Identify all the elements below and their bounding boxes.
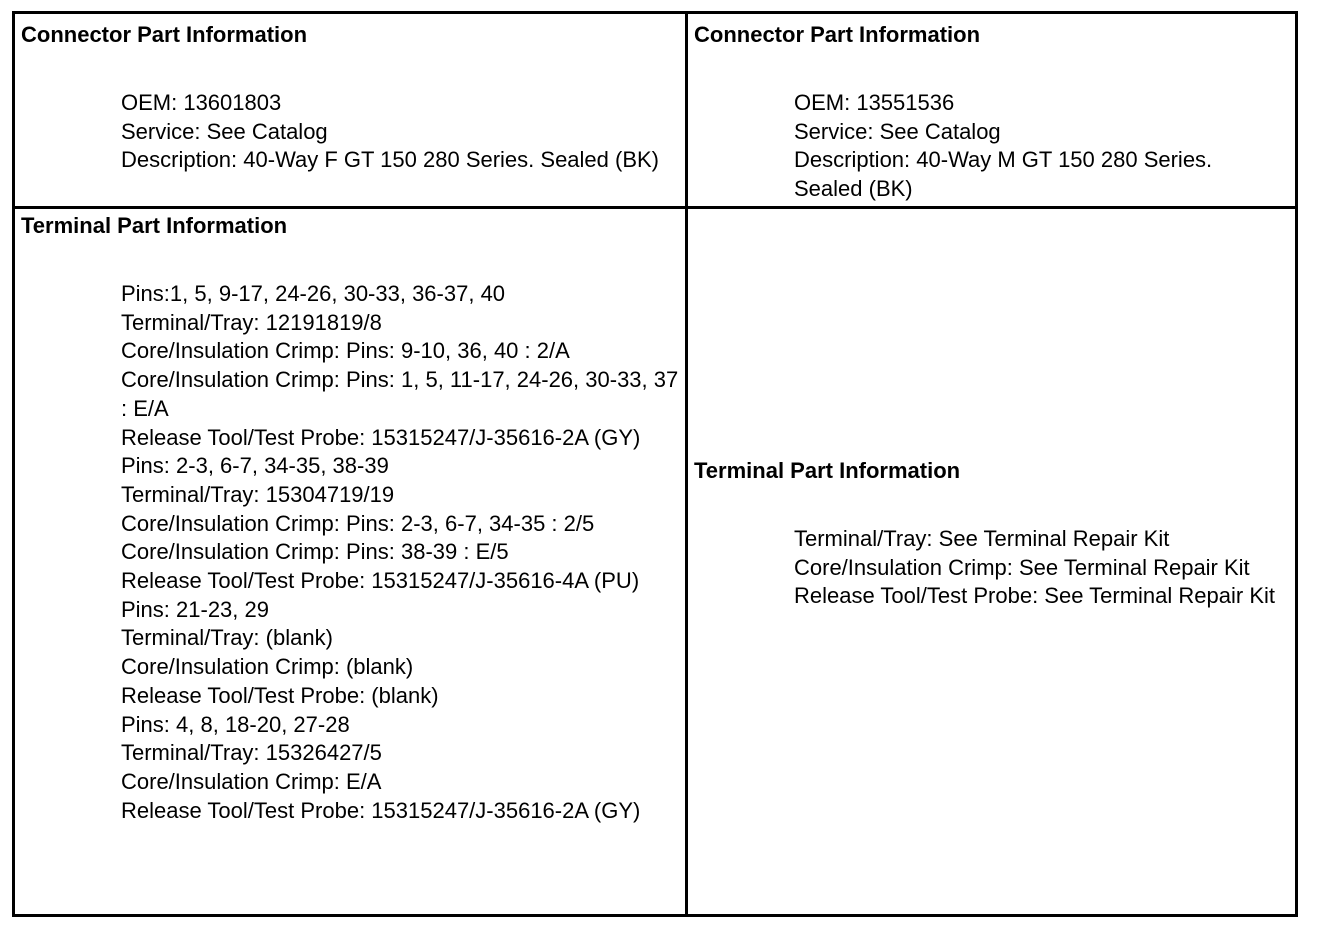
terminal-left-line: Core/Insulation Crimp: Pins: 1, 5, 11-17, 24-26, 30-33, 37 : E/A [121,367,679,421]
connector-left-line: Service: See Catalog [121,118,328,144]
connector-right-line: OEM: 13551536 [794,90,955,115]
cell-terminal-right [688,209,1295,914]
terminal-right-line: Release Tool/Test Probe: See Terminal Repair Kit [794,583,1275,609]
cell-terminal-left [15,209,685,914]
terminal-left-line: Pins: 2-3, 6-7, 34-35, 38-39 [121,453,389,479]
terminal-left-line: Terminal/Tray: (blank) [121,625,333,651]
terminal-left-body [121,280,681,825]
connector-left-line: OEM: 13601803 [121,90,282,115]
terminal-left-line: Core/Insulation Crimp: Pins: 38-39 : E/5 [121,539,509,565]
terminal-left-line: Core/Insulation Crimp: Pins: 9-10, 36, 40 : 2/A [121,338,570,364]
connector-left-line: Description: 40-Way F GT 150 280 Series. Sealed (BK) [121,147,660,173]
terminal-right-line: Core/Insulation Crimp: See Terminal Repair Kit [794,554,1250,580]
cell-connector-left [15,14,685,206]
terminal-right-heading: Terminal Part Information [694,458,961,483]
connector-right-heading: Connector Part Information [694,22,981,47]
terminal-right-body [794,525,1289,611]
terminal-left-line: Core/Insulation Crimp: (blank) [121,654,414,680]
connector-left-body [121,89,681,175]
connector-left-heading: Connector Part Information [21,22,308,47]
terminal-left-line: Terminal/Tray: 15326427/5 [121,740,382,766]
terminal-left-line: Pins: 4, 8, 18-20, 27-28 [121,711,350,737]
connector-right-line: Service: See Catalog [794,118,1001,144]
terminal-left-line: Release Tool/Test Probe: 15315247/J-35616-4A (PU) [121,568,640,594]
terminal-left-line: Core/Insulation Crimp: E/A [121,768,382,794]
terminal-left-heading: Terminal Part Information [21,213,288,238]
connector-right-line: Description: 40-Way M GT 150 280 Series. Sealed (BK) [794,147,1213,202]
terminal-left-line: Terminal/Tray: 12191819/8 [121,309,382,335]
cell-connector-right [688,14,1295,206]
terminal-left-line: Release Tool/Test Probe: 15315247/J-35616-2A (GY) [121,424,641,450]
terminal-left-line: Pins: 21-23, 29 [121,596,269,622]
terminal-left-line: Release Tool/Test Probe: (blank) [121,682,439,708]
terminal-left-line: Release Tool/Test Probe: 15315247/J-35616-2A (GY) [121,797,641,823]
terminal-left-line: Core/Insulation Crimp: Pins: 2-3, 6-7, 34-35 : 2/5 [121,510,595,536]
terminal-left-line: Pins:1, 5, 9-17, 24-26, 30-33, 36-37, 40 [121,281,506,306]
connector-info-table [12,11,1298,917]
terminal-right-line: Terminal/Tray: See Terminal Repair Kit [794,526,1170,551]
terminal-left-line: Terminal/Tray: 15304719/19 [121,481,395,507]
connector-right-body [794,89,1284,204]
